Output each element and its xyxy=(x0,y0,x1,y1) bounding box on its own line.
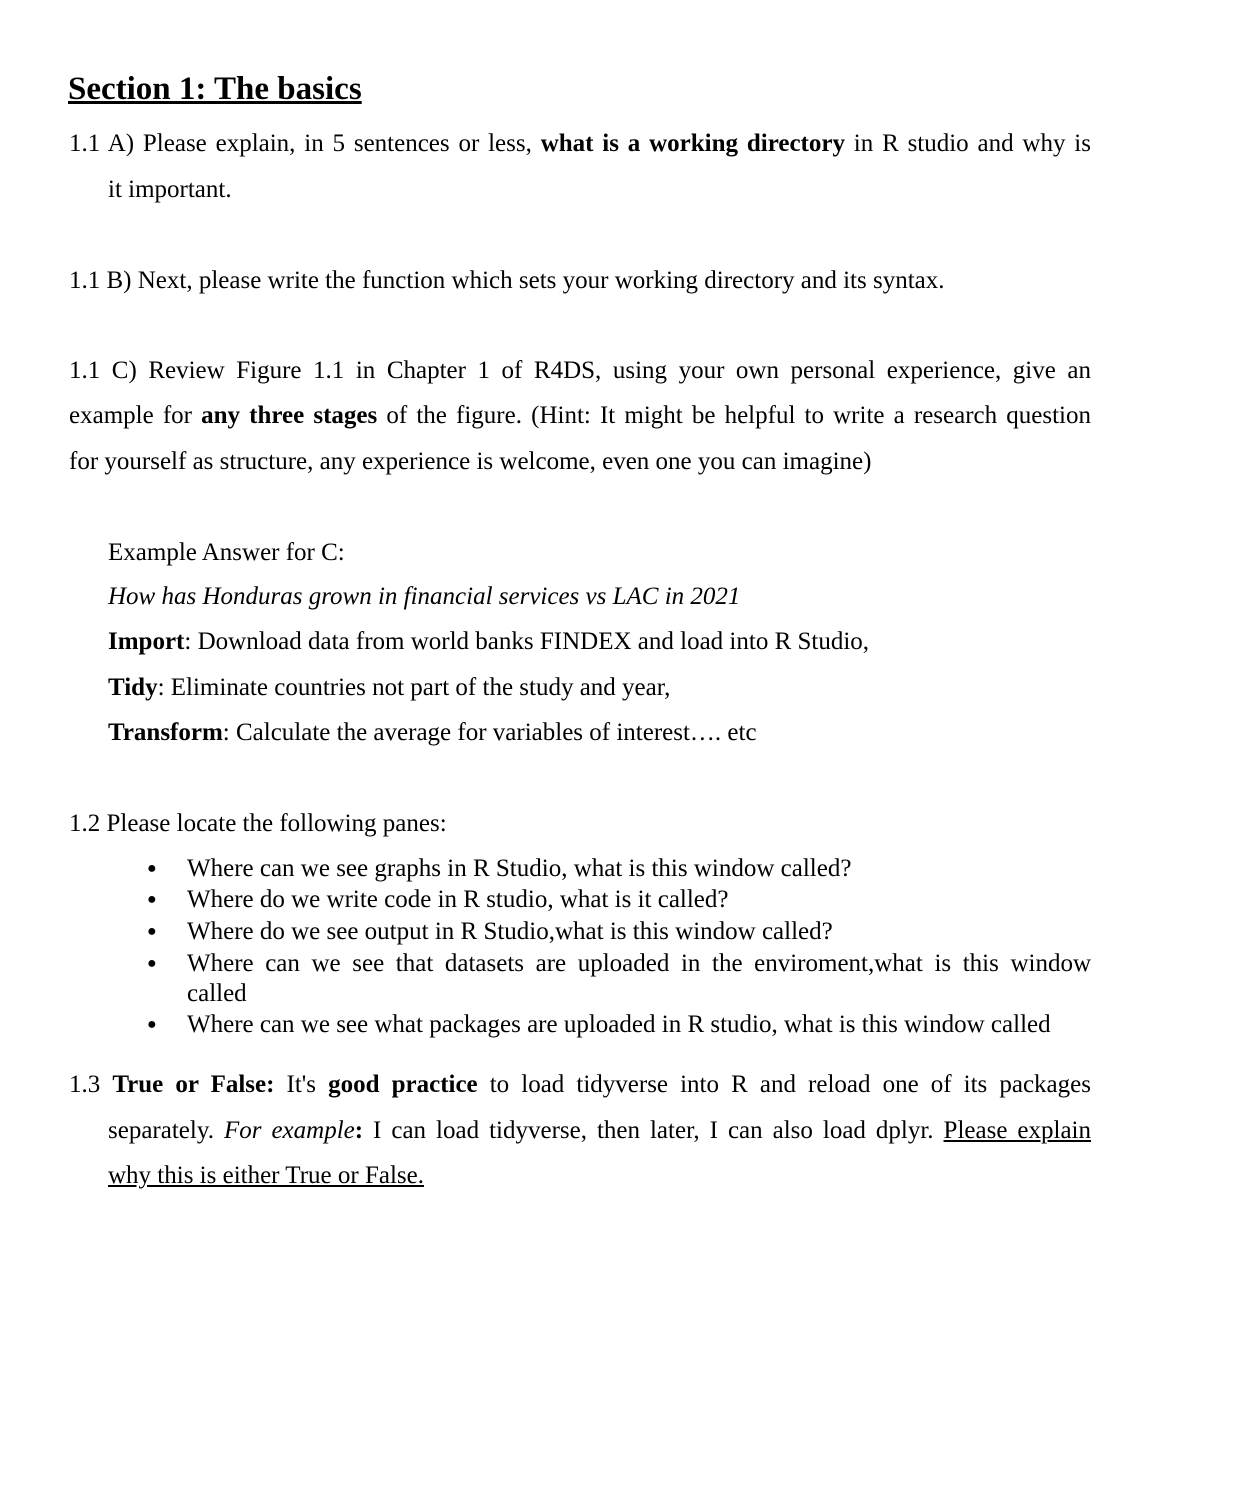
bullet-item: Where can we see what packages are uploaded in R studio, what is this window called xyxy=(187,1011,1051,1038)
bullet-item: Where do we see output in R Studio,what is this window called? xyxy=(187,918,833,945)
bullet-icon: ● xyxy=(147,955,157,972)
question-1-1-c-line2: example for any three stages of the figure. (Hint: It might be helpful to write a research question xyxy=(69,402,1091,429)
bullet-item: Where do we write code in R studio, what is it called? xyxy=(187,886,729,913)
bullet-item-continuation: called xyxy=(187,980,247,1007)
bullet-item: Where can we see that datasets are uploaded in the enviroment,what is this window xyxy=(187,950,1091,977)
question-1-3-line2: separately. For example: I can load tidyverse, then later, I can also load dplyr. Please explain xyxy=(108,1117,1091,1144)
example-import: Import: Download data from world banks FINDEX and load into R Studio, xyxy=(108,628,870,655)
bullet-item: Where can we see graphs in R Studio, what is this window called? xyxy=(187,855,852,882)
question-1-1-a-line1: 1.1 A) Please explain, in 5 sentences or less, what is a working directory in R studio and why is xyxy=(69,130,1091,157)
question-1-3-line1: 1.3 True or False: It's good practice to load tidyverse into R and reload one of its packages xyxy=(69,1071,1091,1098)
question-1-1-c-line1: 1.1 C) Review Figure 1.1 in Chapter 1 of R4DS, using your own personal experience, give an xyxy=(69,357,1091,384)
example-question: How has Honduras grown in financial services vs LAC in 2021 xyxy=(108,583,741,610)
bullet-icon: ● xyxy=(147,923,157,940)
question-1-2-intro: 1.2 Please locate the following panes: xyxy=(69,810,447,837)
question-1-3-line3: why this is either True or False. xyxy=(108,1162,424,1189)
example-heading: Example Answer for C: xyxy=(108,539,345,566)
bullet-icon: ● xyxy=(147,860,157,877)
question-1-1-c-line3: for yourself as structure, any experience is welcome, even one you can imagine) xyxy=(69,448,872,475)
question-1-1-b: 1.1 B) Next, please write the function which sets your working directory and its syntax. xyxy=(69,267,945,294)
bullet-icon: ● xyxy=(147,1016,157,1033)
example-transform: Transform: Calculate the average for variables of interest…. etc xyxy=(108,719,757,746)
question-1-1-a-line2: it important. xyxy=(108,176,232,203)
example-tidy: Tidy: Eliminate countries not part of the study and year, xyxy=(108,674,671,701)
section-title: Section 1: The basics xyxy=(68,71,362,107)
bullet-icon: ● xyxy=(147,891,157,908)
